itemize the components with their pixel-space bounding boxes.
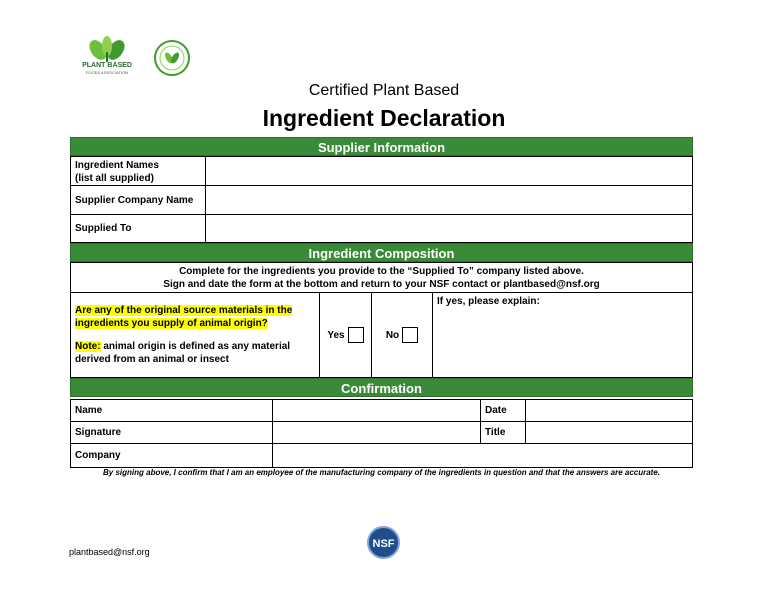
name-label-text: Name [75, 405, 103, 416]
logo-pba-line1: PLANT BASED [82, 62, 132, 69]
supplier-information-header: Supplier Information [70, 137, 693, 156]
ingredient-composition-header: Ingredient Composition [70, 243, 693, 262]
title-label [480, 421, 526, 444]
leaf-icon [76, 34, 138, 64]
no-checkbox[interactable] [402, 327, 418, 343]
supplied-to-field[interactable] [205, 214, 693, 243]
yes-option [319, 292, 372, 378]
seal-icon [153, 39, 191, 77]
name-label [70, 399, 273, 422]
explain-field[interactable] [432, 292, 693, 378]
date-label-text: Date [485, 405, 507, 416]
instruction-line1: Complete for the ingredients you provide to the “Supplied To” company listed above. [179, 266, 584, 277]
supplier-company-field[interactable] [205, 185, 693, 215]
supplier-company-label [70, 185, 206, 215]
confirmation-header: Confirmation [70, 378, 693, 397]
company-label [70, 443, 273, 468]
supplier-company-label-text: Supplier Company Name [75, 194, 194, 206]
nsf-logo: NSF [367, 526, 400, 559]
form-subtitle: Certified Plant Based [308, 82, 460, 99]
footer-email: plantbased@nsf.org [69, 547, 150, 557]
instruction-line2: Sign and date the form at the bottom and return to your NSF contact or plantbased@nsf.org [163, 279, 600, 290]
logo-pba-line2: FOODS ASSOCIATION [85, 70, 129, 75]
signature-field[interactable] [272, 421, 481, 444]
plant-based-foods-association-logo [76, 34, 138, 80]
title-label-text: Title [485, 427, 506, 438]
yes-label: Yes [327, 329, 345, 341]
company-label-text: Company [75, 450, 121, 461]
composition-instructions [70, 262, 693, 293]
note-text: animal origin is defined as any material derived from an animal or insect [75, 341, 291, 365]
date-label [480, 399, 526, 422]
name-field[interactable] [272, 399, 481, 422]
supplied-to-label [70, 214, 206, 243]
yes-checkbox[interactable] [348, 327, 364, 343]
animal-origin-question-text: Are any of the original source materials in the ingredients you supply of animal origin? [75, 305, 293, 329]
confirmation-disclaimer: By signing above, I confirm that I am an employee of the manufacturing company of the ingredients in question and that the answers are accurate. [103, 468, 660, 477]
supplied-to-label-text: Supplied To [75, 223, 132, 234]
certified-plant-based-seal [153, 39, 191, 77]
ingredient-names-label-line2: (list all supplied) [75, 173, 154, 184]
ingredient-names-field[interactable] [205, 156, 693, 186]
no-label: No [385, 329, 400, 341]
note-label: Note: [75, 341, 101, 352]
signature-label [70, 421, 273, 444]
company-field[interactable] [272, 443, 693, 468]
ingredient-names-label [70, 156, 206, 186]
form-title: Ingredient Declaration [262, 105, 506, 131]
title-field[interactable] [525, 421, 693, 444]
no-option [371, 292, 433, 378]
date-field[interactable] [525, 399, 693, 422]
animal-origin-question [70, 292, 320, 378]
signature-label-text: Signature [75, 427, 122, 438]
ingredient-names-label-line1: Ingredient Names [75, 160, 159, 171]
explain-label: If yes, please explain: [437, 296, 540, 307]
